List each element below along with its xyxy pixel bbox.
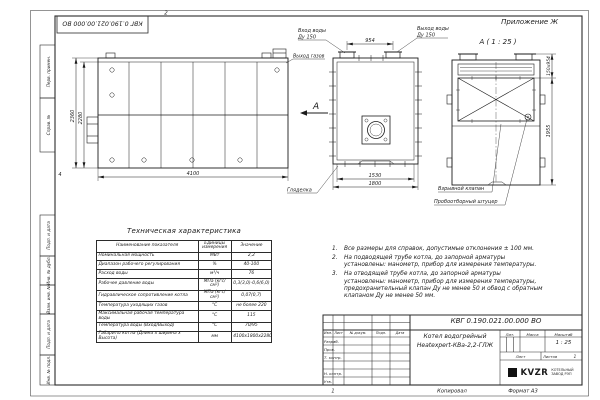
table-row: Гидравлическое сопротивление котла МПа (кгс/см²) 0,07(0,7) <box>97 290 272 302</box>
gas-outlet-nozzle <box>273 49 286 58</box>
sampling-fitting <box>525 114 531 120</box>
table-row: Расход воды м³/ч 76 <box>97 270 272 279</box>
lit-label: Лит. <box>505 332 515 337</box>
tb-col-izm: Изм. <box>324 331 332 335</box>
bottom-position-mark: 1 <box>331 388 335 395</box>
tb-row-utv: Утв. <box>324 378 332 384</box>
section-view-title: А ( 1 : 25 ) <box>479 38 517 46</box>
dim-section-height: 1955 <box>546 124 552 138</box>
tb-col-docum: № докум. <box>349 331 367 335</box>
tb-col-data: Дата <box>395 331 405 335</box>
sheets-label: Листов <box>543 353 558 359</box>
table-row: Максимальная рабочая температура воды °С 115 <box>97 311 272 323</box>
table-row: Габариты котла (Длина х ширина х Высота) мм 4100х1800х2280 <box>98 331 272 342</box>
dim-side-height-inner: 2280 <box>78 111 84 125</box>
water-outlet-nozzle <box>384 52 402 58</box>
dim-width-inner: 1530 <box>368 173 382 179</box>
view-letter: А <box>313 102 320 112</box>
explosion-valve-label: Взрывной клапан <box>438 186 485 192</box>
dim-width-outer: 1800 <box>368 181 382 187</box>
dim-section-top: 150х954 <box>547 56 552 76</box>
sampling-fitting-label: Пробоотборный штуцер <box>434 199 498 205</box>
product-name <box>410 332 500 350</box>
kvzr-logo-subtitle: КОТЕЛЬНЫЙ ЗАВОД РЭП <box>551 367 574 376</box>
tb-col-list: Лист <box>334 331 343 335</box>
scale-value: 1 : 25 <box>555 340 572 346</box>
sheet-label: Лист <box>515 353 526 359</box>
stud-ticks <box>329 55 422 167</box>
tb-row-nkontr: Н. контр. <box>324 370 343 376</box>
sheets-value: 1 <box>573 353 577 359</box>
svg-text:Взам. инв. №: Взам. инв. № <box>46 285 51 314</box>
spec-section <box>96 227 272 343</box>
svg-text:Справ. №: Справ. № <box>46 114 51 136</box>
kvzr-logo-icon <box>508 368 517 377</box>
tb-row-tkontr: Т. контр. <box>324 354 342 360</box>
svg-text:Подп. и дата: Подп. и дата <box>46 221 51 250</box>
water-inlet-nozzle <box>338 52 356 58</box>
tb-col-podp: Подп. <box>375 331 387 335</box>
note-item: 2. На подводящей трубе котла, до запорной арматуры установлены: манометр, прибор для измерения температуры. <box>332 254 537 269</box>
tb-row-prov: Пров. <box>324 346 336 352</box>
manhole-flange <box>362 116 390 144</box>
product-name-line1: Котел водогрейный <box>423 333 487 340</box>
svg-text:Подп. и дата: Подп. и дата <box>46 320 51 349</box>
spec-title: Техническая характеристика <box>126 227 242 235</box>
sight-glass-label: Гляделка <box>287 187 312 194</box>
kvzr-logo-text: KVZR <box>520 367 549 378</box>
boiler-section-view <box>434 54 556 205</box>
top-stamp-text: КВГ 0.190.021.00.000 ВО <box>62 19 143 27</box>
boiler-plan-view <box>286 38 448 193</box>
scale-label: Масштаб <box>554 332 573 337</box>
dim-side-height-outer: 2360 <box>70 109 76 123</box>
notes-list <box>332 246 544 302</box>
boiler-side-view <box>72 49 288 181</box>
table-row: Диапазон рабочего регулирования % 40-100 <box>97 261 272 270</box>
table-row: Температура воды (Вход/Выход) °С 70/95 <box>97 322 272 331</box>
copied-label: Копировал <box>437 388 467 395</box>
gas-outlet-label: Выход газов <box>293 54 325 60</box>
note-item: 3. На отводящей трубе котла, до запорной арматуры установлены: манометр, прибор для измерения температуры, предохранительный клапан Ду не менее 50 и обвод с обратным клапаном Ду не менее 50 мм. <box>332 271 543 300</box>
water-inlet-label: Вход воды <box>298 28 326 34</box>
svg-text:Инв. № дубл.: Инв. № дубл. <box>46 256 51 285</box>
table-row: Номинальная мощность МВт 2,2 <box>97 252 272 261</box>
water-inlet-dn: Ду 150 <box>298 34 316 41</box>
tb-row-razrab: Разраб. <box>324 338 339 344</box>
kvzr-logo <box>502 362 580 383</box>
water-outlet-dn: Ду 150 <box>417 32 435 39</box>
water-outlet-label: Выход воды <box>417 26 449 32</box>
doc-number: КВГ 0.190.021.00.000 ВО <box>450 317 542 325</box>
mass-label: Масса <box>526 332 539 337</box>
product-name-line2: Heatexpert-КВа-2,2-ГЛЖ <box>416 342 494 349</box>
zone-mark: 4 <box>58 172 62 178</box>
format-label: Формат А3 <box>508 388 538 395</box>
svg-text:Перв. примен.: Перв. примен. <box>46 55 51 88</box>
table-header-row: Наименование показателя Единицы измерения Значение <box>97 241 272 253</box>
left-margin-labels <box>46 56 51 385</box>
table-row: Температура уходящих газов °С не более 220 <box>97 302 272 311</box>
note-item: 1. Все размеры для справок, допустимые отклонения ± 100 мм. <box>332 246 534 252</box>
appendix-label: Приложение Ж <box>501 18 558 26</box>
table-row: Рабочее давление воды МПа (кгс/см²) 0,3(3,0)-0,6(6,0) <box>98 278 270 289</box>
dim-side-length: 4100 <box>186 171 200 177</box>
spec-table <box>96 240 272 343</box>
burner-flange <box>87 117 98 143</box>
dim-nozzle-span: 954 <box>365 38 375 44</box>
svg-text:Инв. № подл.: Инв. № подл. <box>46 355 51 385</box>
label-leaders <box>286 38 448 193</box>
sheet-top-mark: 2 <box>164 10 168 17</box>
